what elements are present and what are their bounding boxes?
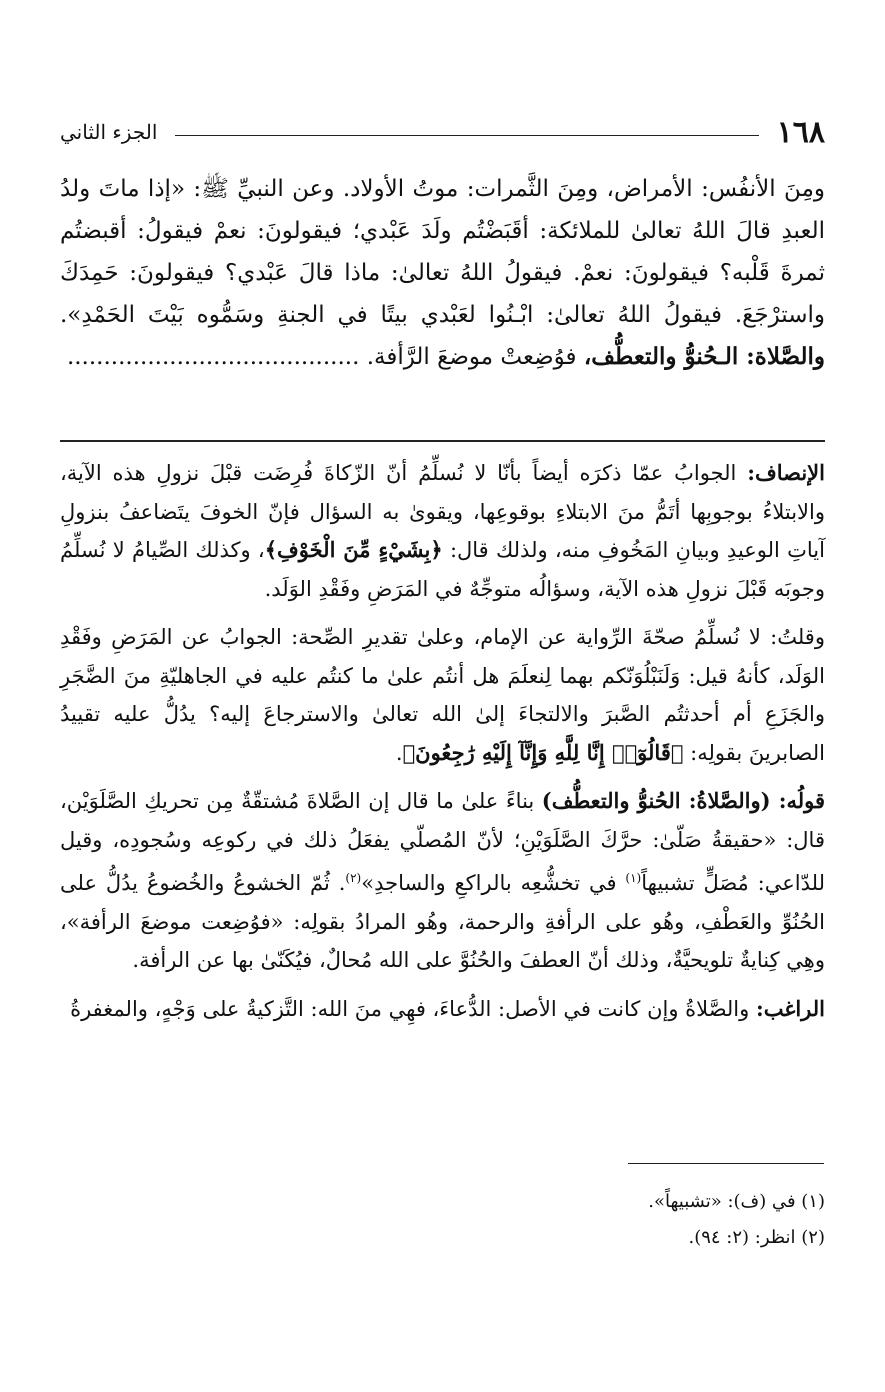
commentary-text (60, 168, 825, 378)
paragraph-text: الجوابُ عمّا ذكرَه أيضاً بأنّا لا نُسلِّمُ أنّ الزّكاةَ فُرِضَت قبْلَ نزولِ هذه الآية، والابتلاءُ بوجوبِها أتَمُّ منَ الابتلاءِ بوقوعِها، ويقوىٰ به السؤال فإنّ الخوفَ يتَضاعفُ بنزولِ آياتِ الوعيدِ وبيانِ المَخُوفِ منه، ولذلك قال: (60, 461, 825, 562)
quran-quote: ﴿بِشَيْءٍ مِّنَ الْخَوْفِ﴾ (264, 537, 443, 562)
paragraph-text: في تخشُّعِه بالراكعِ والساجدِ» (361, 871, 626, 895)
paragraph-insaf (60, 454, 825, 608)
commentary-tail: فوُضِعتْ موضعَ الرَّأفة. ........................................ (66, 344, 577, 370)
page-header (60, 112, 825, 152)
gloss-text (60, 454, 825, 1038)
footnote-marker: (١) (625, 871, 642, 885)
paragraph-qultu (60, 618, 825, 772)
footnote-marker: (٢) (345, 871, 362, 885)
running-title: الجزء الثاني (60, 120, 158, 144)
paragraph-text: والصَّلاةُ وإن كانت في الأصل: الدُّعاءَ، فهِي منَ الله: التَّزكيةُ على وَجْهٍ، والمغفرةُ (70, 996, 750, 1021)
paragraph-text: بناءً علىٰ ما قال إن الصَّلاةَ مُشتقّةٌ مِن تحريكِ الصَّلَوَيْن، قال: «حقيقةُ صَلّىٰ: حرَّكَ الصَّلَوَيْنِ؛ لأنّ المُصلّي يفعَلُ ذلك في ركوعِه وسُجودِه، وقيل للدّاعي: مُصَلٍّ تشبيهاً (60, 789, 825, 895)
footnote-2: (٢) انظر: (٢: ٩٤). (688, 1227, 825, 1248)
paragraph-raghib (60, 990, 825, 1029)
paragraph-lead: قولُه: (والصَّلاةُ: الحُنوُّ والتعطُّف) (541, 788, 825, 813)
paragraph-lead: الإنصاف: (747, 460, 825, 485)
commentary-lead: والصَّلاة: الـحُنوُّ والتعطُّف، (583, 343, 825, 370)
paragraph-lead: الراغب: (755, 995, 825, 1021)
paragraph-text: ، وكذلك الصِّيامُ لا نُسلِّمُ وجوبَه قَبْلَ نزولِ هذه الآية، وسؤالُه متوجِّهٌ في المَرَضِ وفَقْدِ الوَلَد. (60, 538, 825, 601)
section-divider (60, 440, 825, 442)
paragraph-end: . (395, 740, 403, 765)
header-rule (175, 135, 758, 136)
footnotes (60, 1184, 825, 1256)
footnote-1: (١) في (ف): «تشبيهاً». (648, 1191, 825, 1212)
paragraph-qawluh (60, 782, 825, 980)
quran-quote: ﴿قَالُوٓا۟ إِنَّا لِلَّهِ وَإِنَّآ إِلَيْهِ رَٰجِعُونَ﴾ (402, 739, 684, 765)
commentary-paragraph (60, 168, 825, 378)
paragraph-text: وقلتُ: لا نُسلِّمُ صحّةَ الرِّواية عن الإمام، وعلىٰ تقديرِ الصِّحة: الجوابُ عن المَرَضِ وفَقْدِ الوَلَد، كأنهُ قيل: وَلَنَبْلُوَنّكم بهما لِنعلَمَ هل أنتُم علىٰ ما كنتُم عليه في الجاهليّةِ منَ الضَّجَرِ والجَزَعِ أم أحدثتُم الصَّبرَ والالتجاءَ إلىٰ الله تعالىٰ والاسترجاعَ إليه؟ يدُلُّ عليه تقييدُ الصابرينَ بقولِه: (60, 625, 825, 765)
paragraph-text: . ثُمّ الخشوعُ والخُضوعُ يدُلُّ على الحُنُوِّ والعَطْفِ، وهُو على الرأفةِ والرحمة، وهُو المرادُ بقولِه: «فوُضِعت موضعَ الرأفة»، وهِي كِنايةٌ تلويحيَّةٌ، وذلك أنّ العطفَ والحُنُوَّ على الله مُحالٌ، فيُكَنّىٰ بها عن الرأفة. (60, 871, 825, 972)
footnote-rule (628, 1163, 824, 1164)
page-number: ١٦٨ (776, 114, 825, 150)
commentary-body: ومِنَ الأنفُس: الأمراض، ومِنَ الثَّمرات: موتُ الأولاد. وعن النبيِّ ﷺ: «إذا ماتَ ولدُ العبدِ قالَ اللهُ تعالىٰ للملائكة: أقَبَضْتُم ولَدَ عَبْدي؛ فيقولونَ: نعمْ فيقولُ: أقبضتُم ثمرةَ قَلْبه؟ فيقولونَ: نعمْ. فيقولُ اللهُ تعالىٰ: ماذا قالَ عَبْدي؟ فيقولونَ: حَمِدَكَ واسترْجَعَ. فيقولُ اللهُ تعالىٰ: ابْـنُوا لعَبْدي بيتًا في الجنةِ وسَمُّوه بَيْتَ الحَمْدِ». (60, 176, 825, 328)
